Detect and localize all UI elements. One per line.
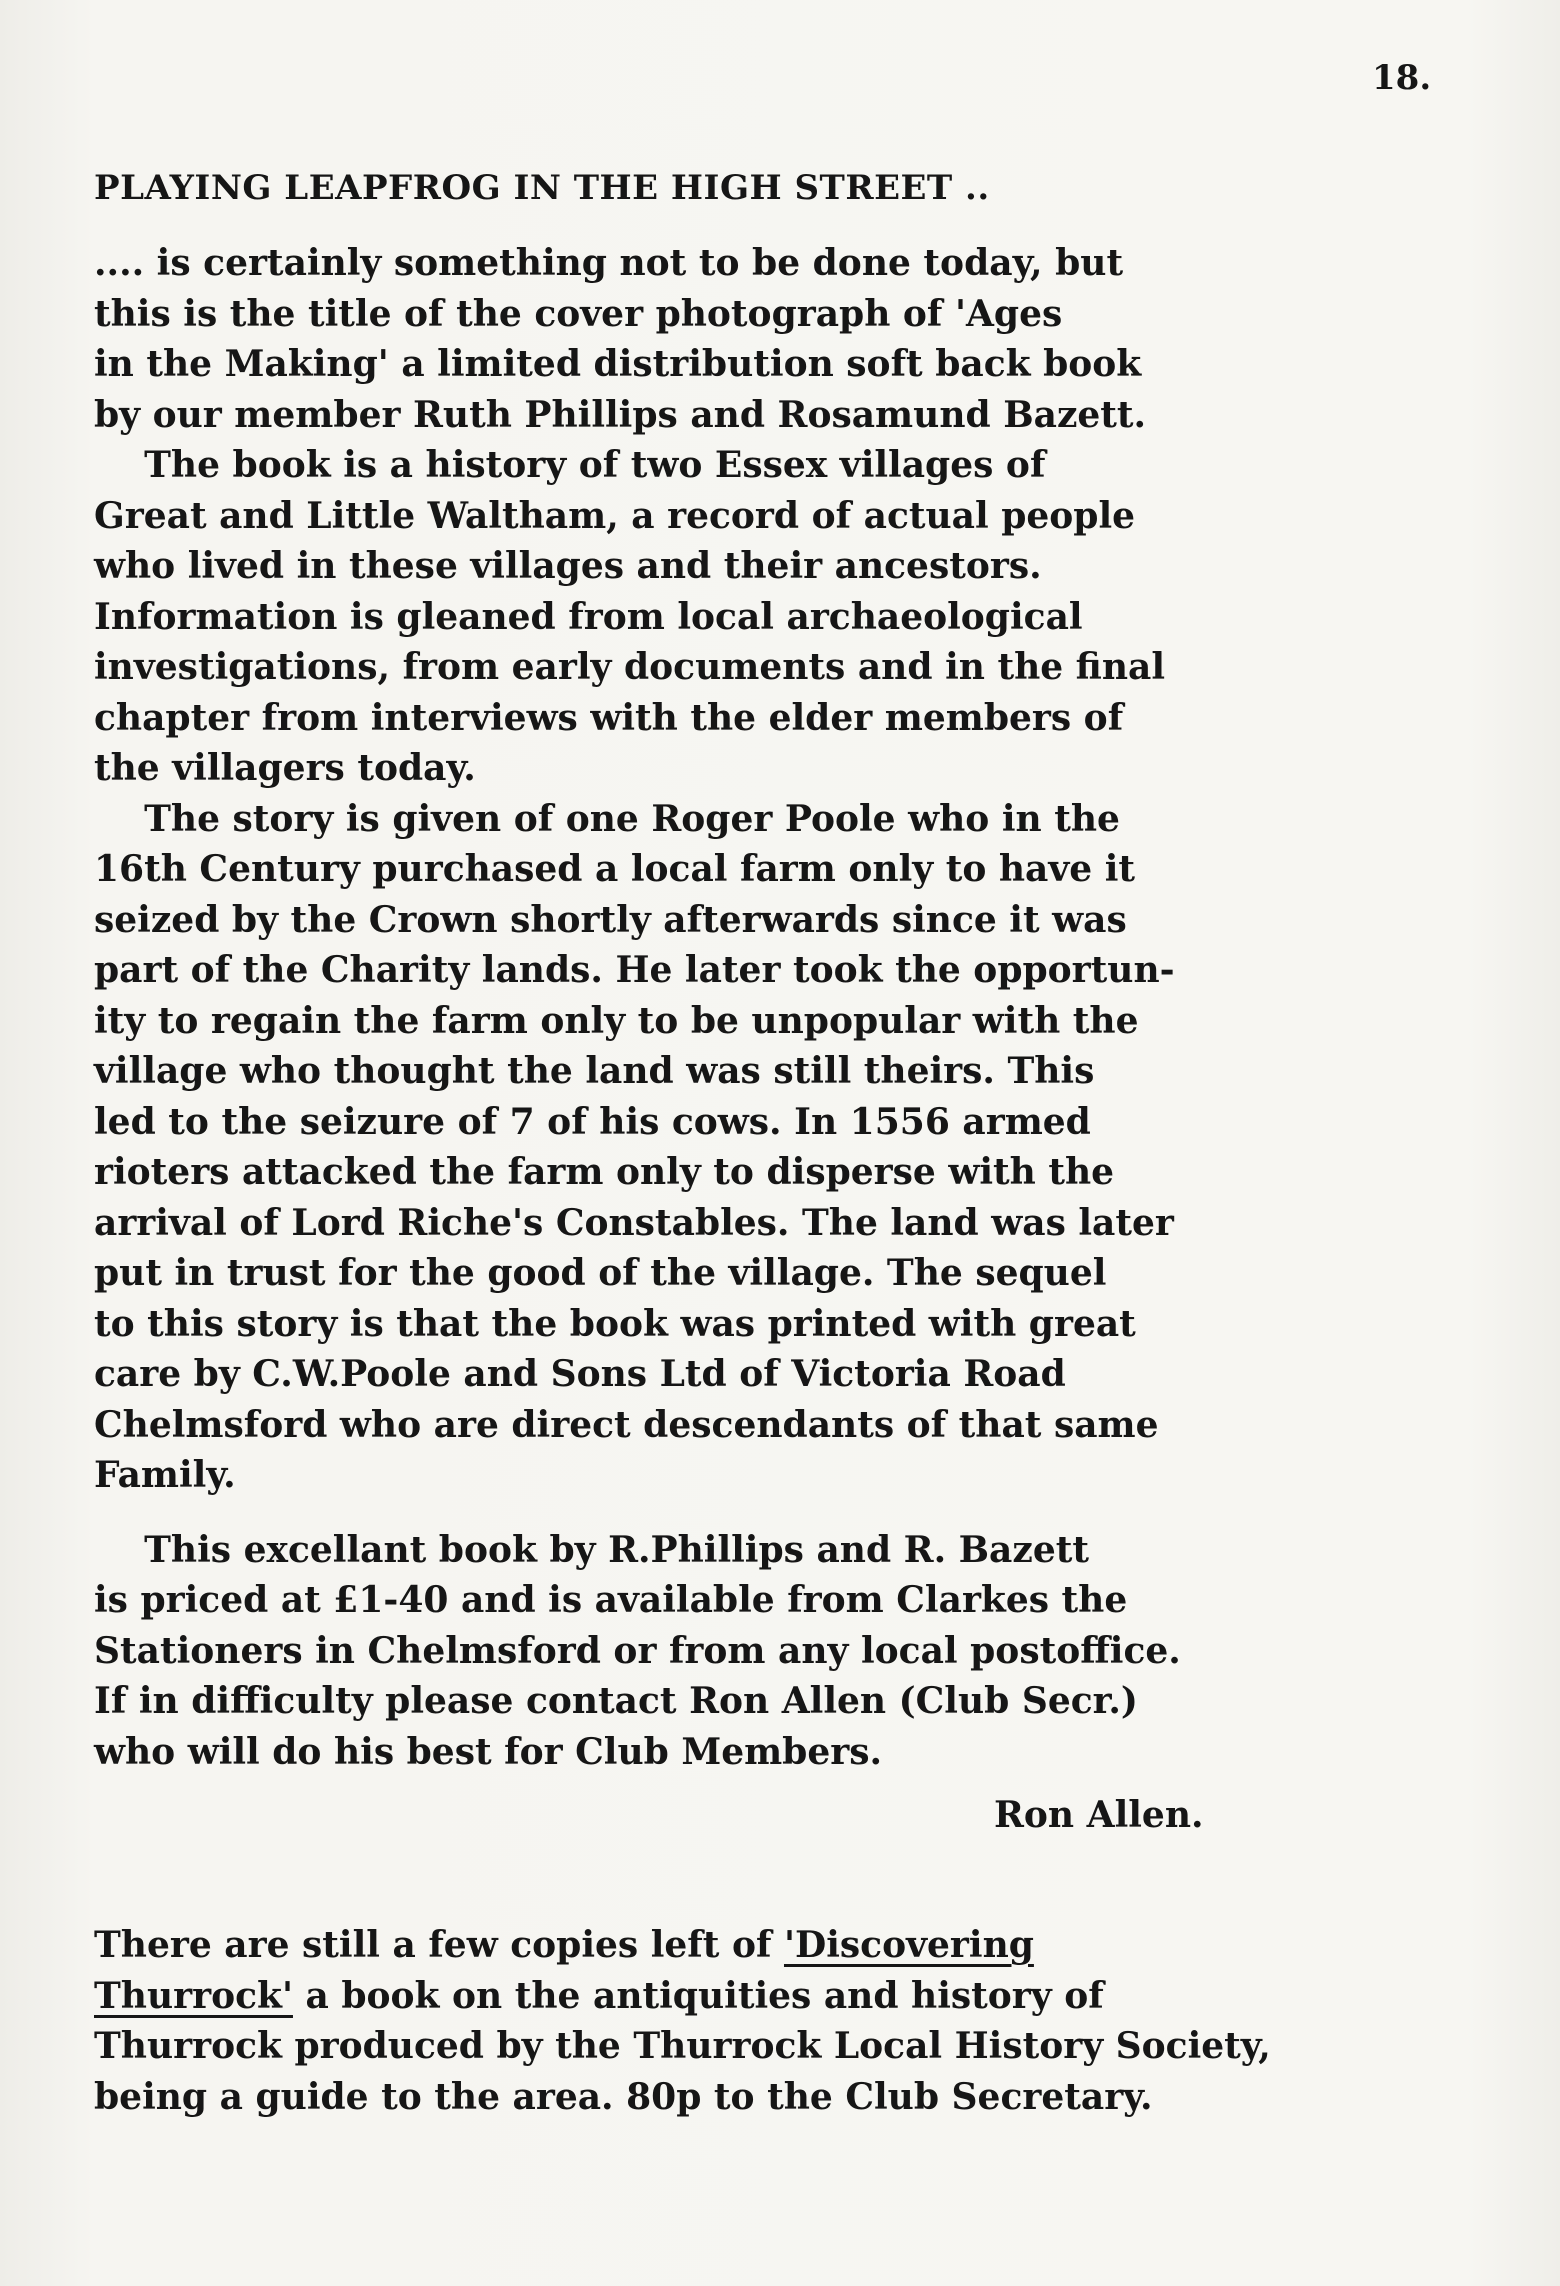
article-line: put in trust for the good of the village. The sequel <box>94 1252 1107 1294</box>
article-line: 16th Century purchased a local farm only to have it <box>94 848 1136 890</box>
note-line <box>94 1971 1494 2022</box>
article-line: this is the title of the cover photograph of 'Ages <box>94 292 1063 335</box>
book-title-underlined: Thurrock' <box>94 1974 293 2017</box>
author-signature: Ron Allen. <box>994 1794 1204 1836</box>
book-note <box>94 1920 1494 2122</box>
closing-line: If in difficulty please contact Ron Allen (Club Secr.) <box>94 1680 1138 1722</box>
closing-line: who will do his best for Club Members. <box>94 1730 883 1773</box>
article-line: in the Making' a limited distribution soft back book <box>94 343 1142 385</box>
note-line <box>94 1920 1494 1971</box>
article-line: arrival of Lord Riche's Constables. The land was later <box>94 1201 1174 1244</box>
article-line: chapter from interviews with the elder members of <box>94 696 1124 739</box>
note-line: Thurrock produced by the Thurrock Local History Society, <box>94 2025 1271 2067</box>
closing-line: is priced at £1-40 and is available from Clarkes the <box>94 1579 1128 1621</box>
article-line: investigations, from early documents and in the final <box>94 646 1166 688</box>
article-line: the villagers today. <box>94 747 476 789</box>
article-line: care by C.W.Poole and Sons Ltd of Victoria Road <box>94 1353 1066 1395</box>
page-number: 18. <box>1372 58 1432 98</box>
article-line: village who thought the land was still theirs. This <box>94 1050 1095 1092</box>
article-line: led to the seizure of 7 of his cows. In 1556 armed <box>94 1100 1091 1143</box>
article-line: Family. <box>94 1454 236 1496</box>
article-line: part of the Charity lands. He later took the opportun- <box>94 949 1175 991</box>
closing-line: Stationers in Chelmsford or from any local postoffice. <box>94 1629 1181 1672</box>
article-line: The story is given of one Roger Poole who in the <box>94 797 1120 840</box>
article-line: by our member Ruth Phillips and Rosamund Bazett. <box>94 393 1147 436</box>
article-line: Information is gleaned from local archaeological <box>94 595 1083 638</box>
closing-line: This excellant book by R.Phillips and R. Bazett <box>94 1528 1089 1571</box>
article-line: rioters attacked the farm only to disperse with the <box>94 1151 1115 1193</box>
article-line: seized by the Crown shortly afterwards since it was <box>94 898 1127 941</box>
article-line: ity to regain the farm only to be unpopular with the <box>94 999 1139 1042</box>
paragraph-gap <box>94 1501 1494 1525</box>
article-line: The book is a history of two Essex villages of <box>94 444 1046 486</box>
book-title-underlined: 'Discovering <box>783 1924 1034 1966</box>
note-text: a book on the antiquities and history of <box>292 1974 1104 2017</box>
article-line: who lived in these villages and their ancestors. <box>94 545 1042 587</box>
note-text: There are still a few copies left of <box>94 1924 784 1966</box>
article-title: PLAYING LEAPFROG IN THE HIGH STREET .. <box>94 168 990 208</box>
article-body <box>94 238 1494 1777</box>
article-line: .... is certainly something not to be done today, but <box>94 242 1124 284</box>
article-line: Great and Little Waltham, a record of actual people <box>94 494 1136 537</box>
article-line: to this story is that the book was printed with great <box>94 1302 1136 1345</box>
article-line: Chelmsford who are direct descendants of that same <box>94 1403 1159 1446</box>
note-line: being a guide to the area. 80p to the Club Secretary. <box>94 2075 1153 2118</box>
